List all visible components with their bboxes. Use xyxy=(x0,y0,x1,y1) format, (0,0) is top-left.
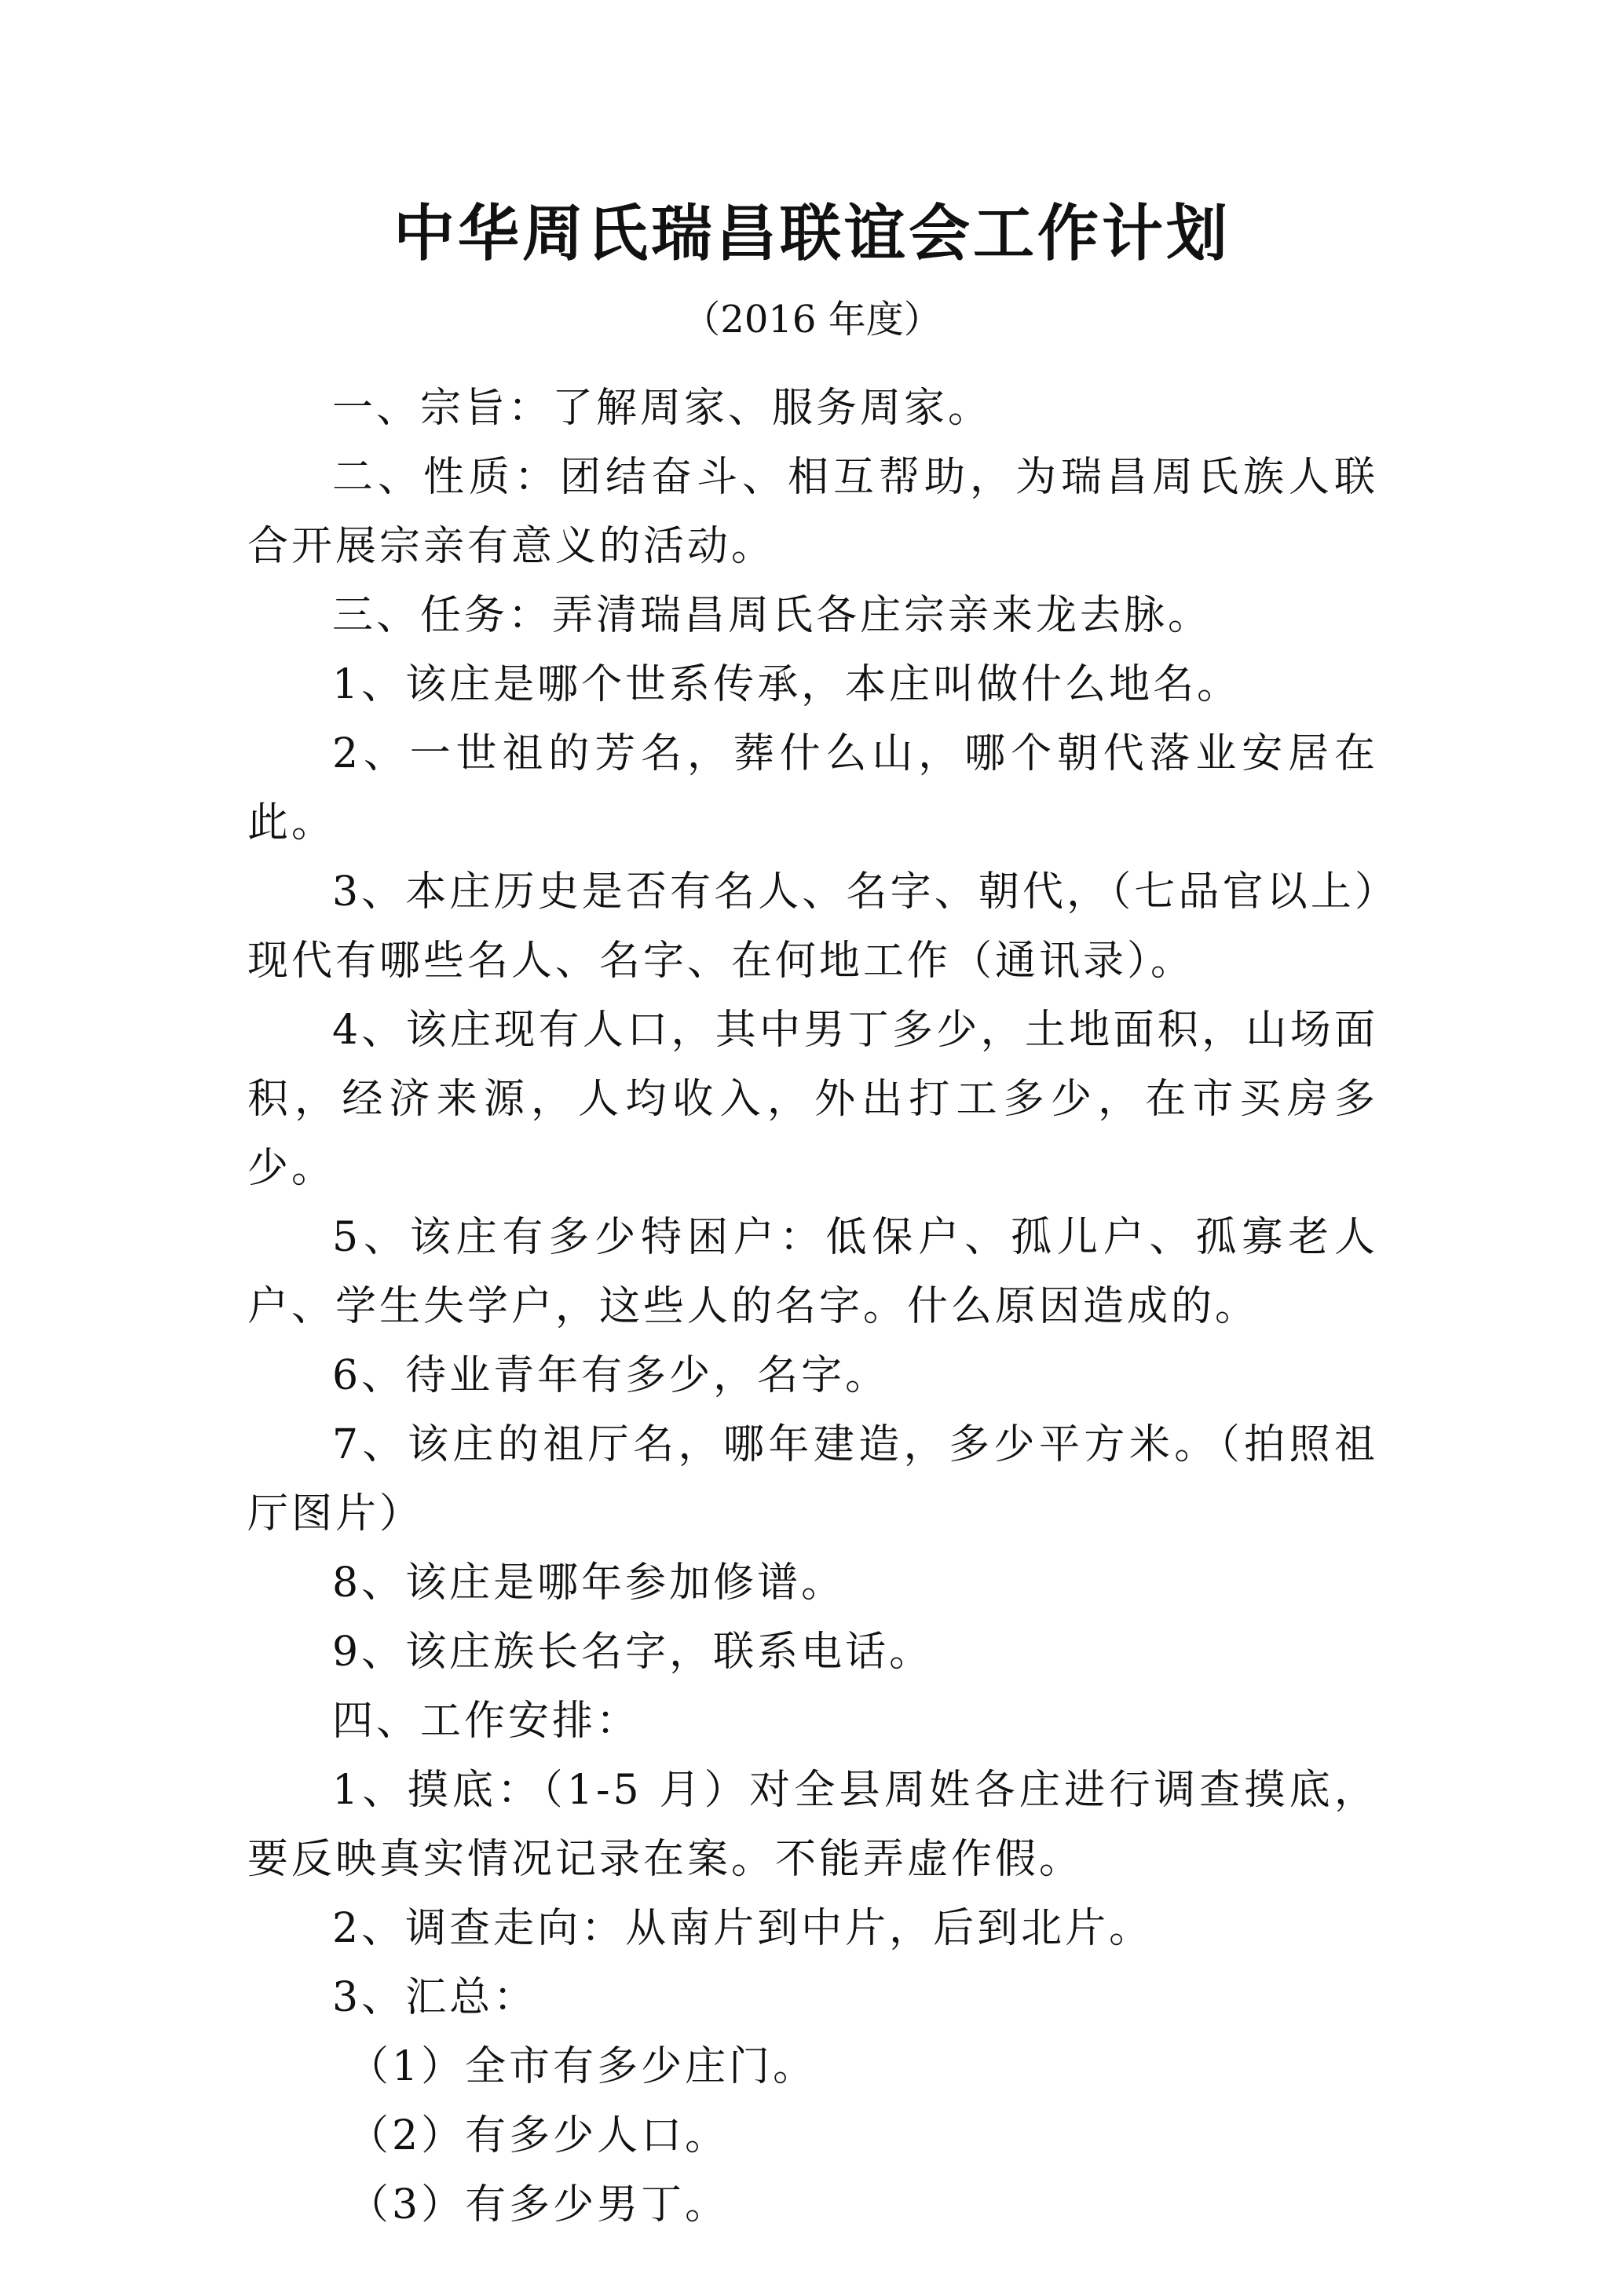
paragraph-task-4: 4、该庄现有人口，其中男丁多少，土地面积，山场面积，经济来源，人均收入，外出打工多少，在市买房多少。 xyxy=(247,1007,1378,1192)
paragraph-arrangement-1: 1、摸底：（1-5 月）对全县周姓各庄进行调查摸底，要反映真实情况记录在案。不能弄虚作假。 xyxy=(247,1767,1378,1883)
paragraph-arrangement-2: 2、调查走向：从南片到中片，后到北片。 xyxy=(332,1905,1154,1952)
paragraph-task-5: 5、该庄有多少特困户：低保户、孤儿户、孤寡老人户、学生失学户，这些人的名字。什么原因造成的。 xyxy=(247,1214,1378,1330)
paragraph-summary-2: （2）有多少人口。 xyxy=(348,2112,730,2159)
paragraph-task-8: 8、该庄是哪年参加修谱。 xyxy=(332,1559,846,1607)
paragraph-summary-3: （3）有多少男丁。 xyxy=(348,2181,730,2228)
paragraph-task-1: 1、该庄是哪个世系传承，本庄叫做什么地名。 xyxy=(332,661,1242,708)
paragraph-task-3: 3、本庄历史是否有名人、名字、朝代，（七品官以上）现代有哪些名人、名字、在何地工作（通讯录）。 xyxy=(247,868,1378,985)
paragraph-task-9: 9、该庄族长名字，联系电话。 xyxy=(332,1629,934,1676)
paragraph-task-7: 7、该庄的祖厅名，哪年建造，多少平方米。（拍照祖厅图片） xyxy=(247,1421,1378,1537)
document-title: 中华周氏瑞昌联谊会工作计划 xyxy=(393,198,1231,269)
paragraph-task-2: 2、一世祖的芳名，葬什么山，哪个朝代落业安居在此。 xyxy=(247,730,1378,846)
document-body xyxy=(247,374,1378,2239)
paragraph-purpose: 一、宗旨：了解周家、服务周家。 xyxy=(332,385,993,432)
paragraph-task-6: 6、待业青年有多少，名字。 xyxy=(332,1352,890,1399)
paragraph-work-arrangement: 四、工作安排： xyxy=(332,1698,641,1745)
paragraph-summary-1: （1）全市有多少庄门。 xyxy=(348,2043,817,2090)
document-subtitle: （2016 年度） xyxy=(682,298,942,342)
paragraph-arrangement-3: 3、汇总： xyxy=(332,1974,538,2021)
paragraph-tasks: 三、任务：弄清瑞昌周氏各庄宗亲来龙去脉。 xyxy=(332,592,1213,639)
paragraph-nature: 二、性质：团结奋斗、相互帮助，为瑞昌周氏族人联合开展宗亲有意义的活动。 xyxy=(247,454,1378,570)
